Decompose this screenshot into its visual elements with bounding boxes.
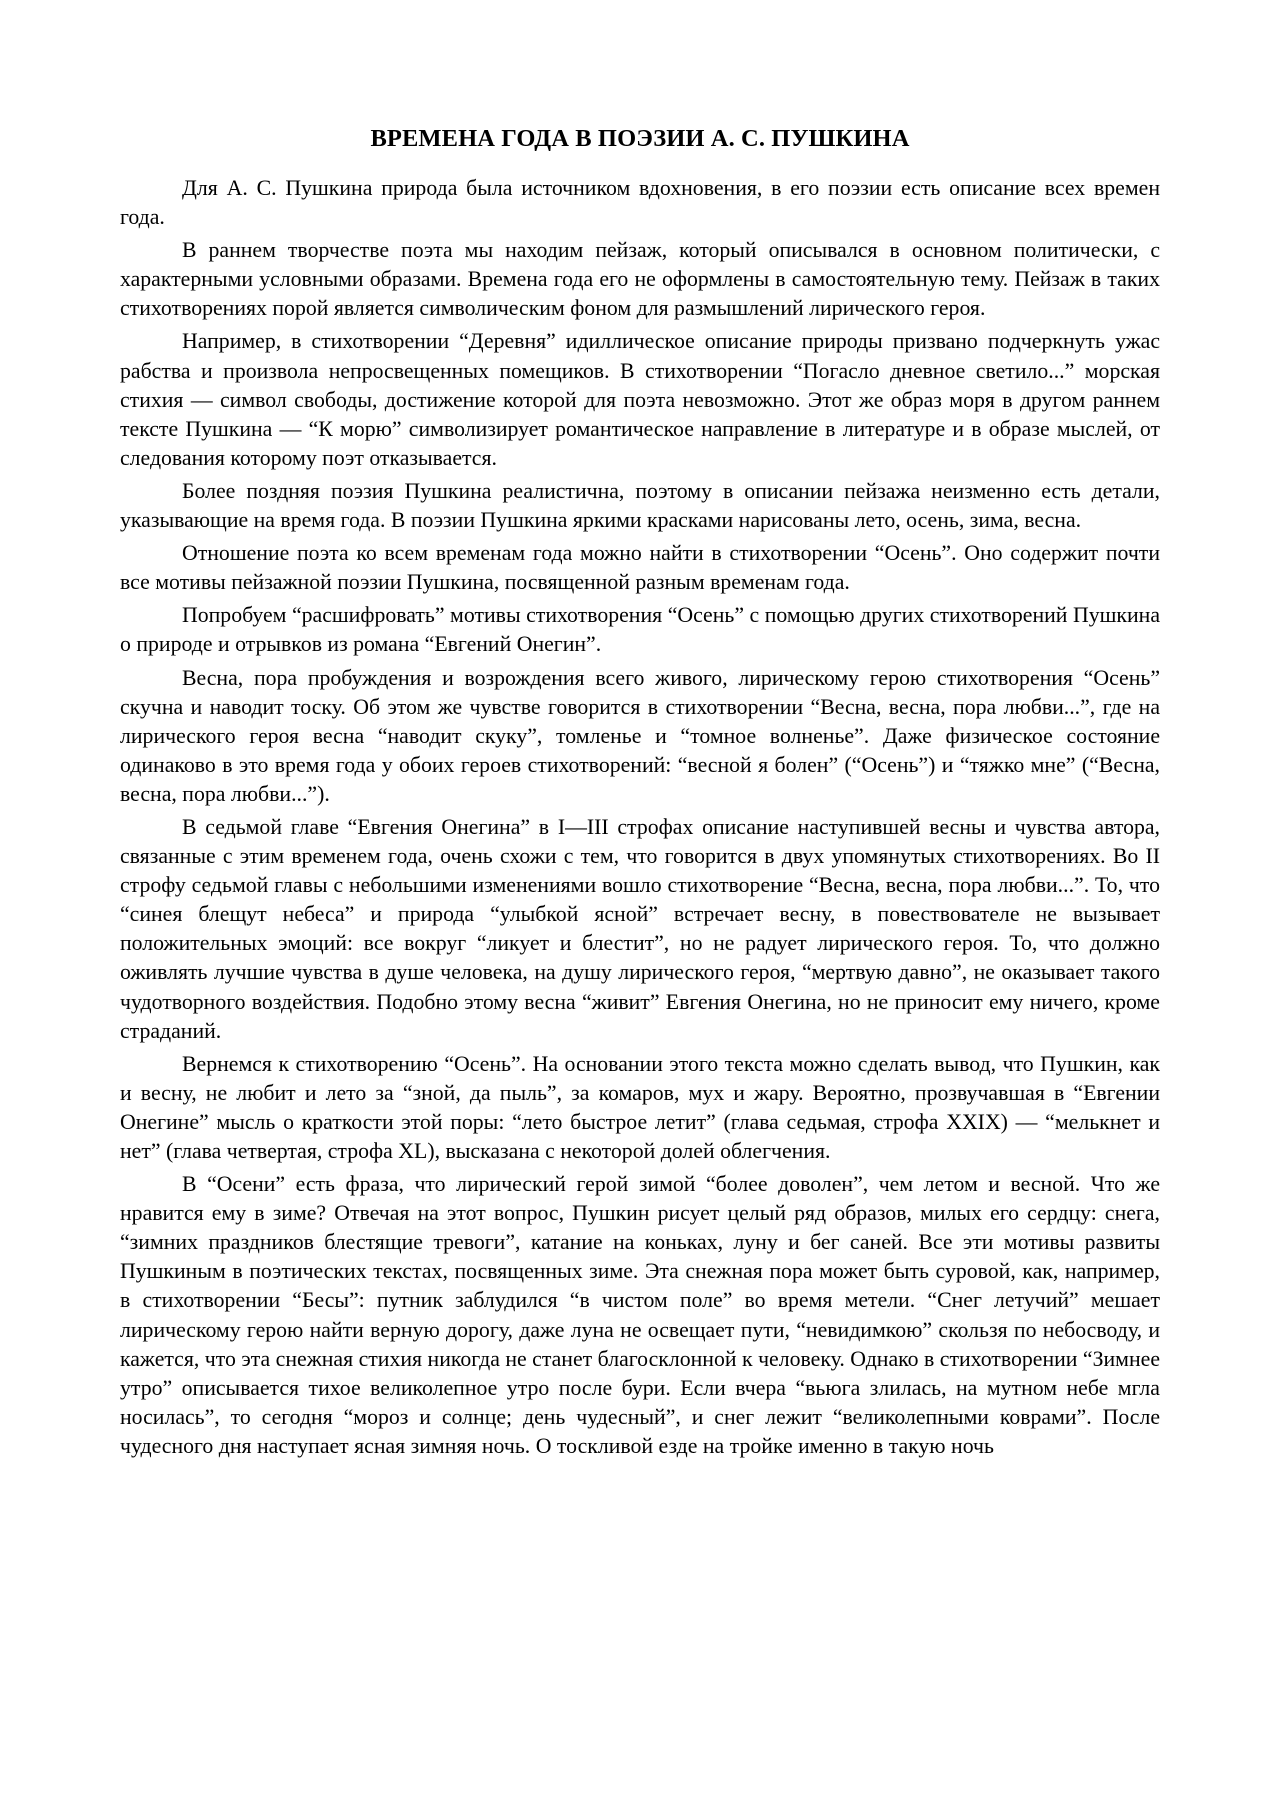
paragraph-early-work: В раннем творчестве поэта мы находим пейзаж, который описывался в основном политически, с характерными условными образами. Времена года его не оформлены в самостоятельную тему. Пейзаж в таких стихотворениях порой является символическим фоном для размышлений лирического героя. <box>120 238 1160 321</box>
paragraph-late-poetry: Более поздняя поэзия Пушкина реалистична, поэтому в описании пейзажа неизменно есть детали, указывающие на время года. В поэзии Пушкина яркими красками нарисованы лето, осень, зима, весна. <box>120 478 1160 533</box>
paragraph-onegin-spring: В седьмой главе “Евгения Онегина” в I—III строфах описание наступившей весны и чувства автора, связанные с этим временем года, очень схожи с тем, что говорится в двух упомянутых стихотворениях. Во II строфу седьмой главы с небольшими изменениями вошло стихотворение “Весна, весна, пора любви...”. То, что “синея блещут небеса” и природа “улыбкой ясной” встречает весну, в повествователе не вызывает положительных эмоций: все вокруг “ликует и блестит”, но не радует лирического героя. То, что должно оживлять лучшие чувства в душе человека, на душу лирического героя, “мертвую давно”, не оказывает такого чудотворного воздействия. Подобно этому весна “живит” Евгения Онегина, но не приносит ему ничего, кроме страданий. <box>120 814 1160 1043</box>
paragraph-autumn-poem: Отношение поэта ко всем временам года можно найти в стихотворении “Осень”. Оно содержит почти все мотивы пейзажной поэзии Пушкина, посвященной разным временам года. <box>120 541 1160 595</box>
paragraph-spring: Весна, пора пробуждения и возрождения всего живого, лирическому герою стихотворения “Осень” скучна и наводит тоску. Об этом же чувстве говорится в стихотворении “Весна, весна, пора любви...”, где на лирического героя весна “наводит скуку”, томленье и “томное волненье”. Даже физическое состояние одинаково в это время года у обоих героев стихотворений: “весной я болен” (“Осень”) и “тяжко мне” (“Весна, весна, пора любви...”). <box>120 665 1160 806</box>
paragraph-summer: Вернемся к стихотворению “Осень”. На основании этого текста можно сделать вывод, что Пушкин, как и весну, не любит и лето за “зной, да пыль”, за комаров, мух и жару. Вероятно, прозвучавшая в “Евгении Онегине” мысль о краткости этой поры: “лето быстрое летит” (глава седьмая, строфа XXIX) — “мелькнет и нет” (глава четвертая, строфа XL), высказана с некоторой долей облегчения. <box>120 1051 1160 1163</box>
document-title: ВРЕМЕНА ГОДА В ПОЭЗИИ А. С. ПУШКИНА <box>370 125 910 152</box>
paragraph-winter: В “Осени” есть фраза, что лирический герой зимой “более доволен”, чем летом и весной. Что же нравится ему в зиме? Отвечая на этот вопрос, Пушкин рисует целый ряд образов, милых его сердцу: снега, “зимних праздников блестящие тревоги”, катание на коньках, луну и бег саней. Все эти мотивы развиты Пушкиным в поэтических текстах, посвященных зиме. Эта снежная пора может быть суровой, как, например, в стихотворении “Бесы”: путник заблудился “в чистом поле” во время метели. “Снег летучий” мешает лирическому герою найти верную дорогу, даже луна не освещает пути, “невидимкою” скользя по небосводу, и кажется, что эта снежная стихия никогда не станет благосклонной к человеку. Однако в стихотворении “Зимнее утро” описывается тихое великолепное утро после бури. Если вчера “вьюга злилась, на мутном небе мгла носилась”, то сегодня “мороз и солнце; день чудесный”, и снег лежит “великолепными коврами”. После чудесного дня наступает ясная зимняя ночь. О тоскливой езде на тройке именно в такую ночь <box>120 1172 1160 1458</box>
paragraph-intro: Для А. С. Пушкина природа была источником вдохновения, в его поэзии есть описание всех времен года. <box>120 176 1160 230</box>
paragraph-decode-motifs: Попробуем “расшифровать” мотивы стихотворения “Осень” с помощью других стихотворений Пушкина о природе и отрывков из романа “Евгений Онегин”. <box>120 603 1160 657</box>
paragraph-example-derevnya: Например, в стихотворении “Деревня” идиллическое описание природы призвано подчеркнуть ужас рабства и произвола непросвещенных помещиков. В стихотворении “Погасло дневное светило...” морская стихия — символ свободы, достижение которой для поэта невозможно. Этот же образ моря в другом раннем тексте Пушкина — “К морю” символизирует романтическое направление в литературе и в образе мыслей, от следования которому поэт отказывается. <box>120 329 1160 470</box>
document-body <box>120 124 1160 1465</box>
